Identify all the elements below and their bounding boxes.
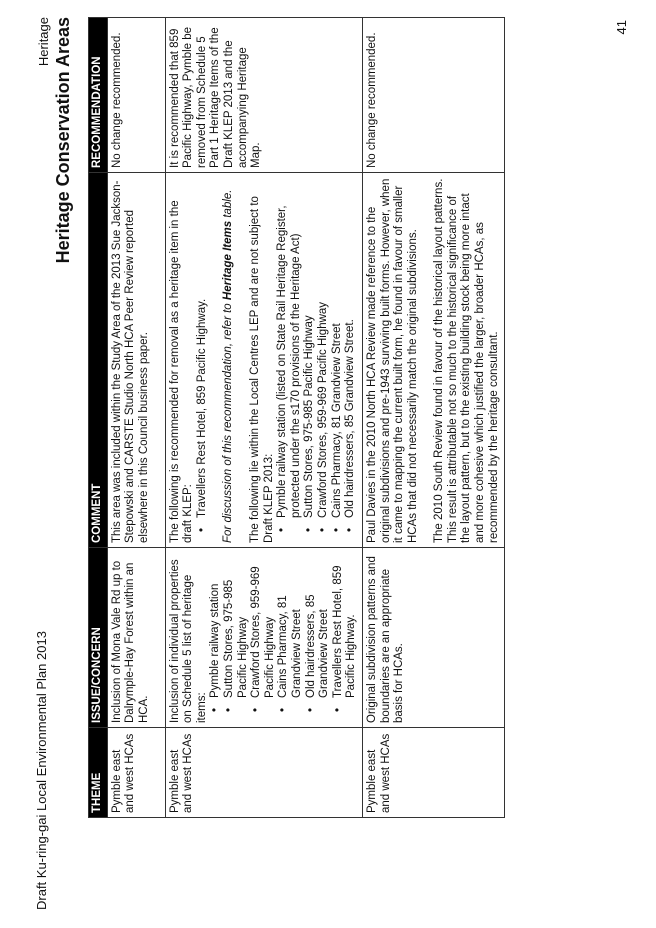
theme-cell: Pymble east and west HCAs <box>107 728 165 818</box>
list-item: • Old hairdressers, 85 Grandview Street. <box>344 177 358 518</box>
list-item: • Pymble railway station <box>209 552 223 698</box>
recommendation-cell: It is recommended that 859 Pacific Highway, Pymble be removed from Schedule 5 Part 1 Heritage Items of the Draft KLEP 2013 and the accompanying Heritage Map. <box>165 18 362 173</box>
heritage-table <box>88 17 505 818</box>
list-item: • Crawford Stores, 959-969 Pacific Highway <box>317 177 331 518</box>
comment-intro-2: The following lie within the Local Centres LEP and are not subject to Draft KLEP 2013: <box>248 196 275 543</box>
table-header-row <box>89 18 108 818</box>
list-item: • Cains Pharmacy, 81 Grandview Street <box>331 177 345 518</box>
theme-cell: Pymble east and west HCAs <box>165 728 362 818</box>
note-emphasis: Heritage Items <box>222 220 235 301</box>
comment-cell <box>165 173 362 548</box>
column-header-comment: COMMENT <box>89 173 108 548</box>
list-item: • Old hairdressers, 85 Grandview Street <box>305 552 332 698</box>
recommendation-cell: No change recommended. <box>107 18 165 173</box>
table-row <box>362 18 504 818</box>
comment-paragraph: The 2010 South Review found in favour of the historical layout patterns. This result is attributable not so much to the historical significance of the layout pattern, but to the existing building stock being more intact and more cohesive which justified the larger, broader HCAs, as recommended by the heritage consultant. <box>433 178 500 543</box>
column-header-theme: THEME <box>89 728 108 818</box>
column-header-issue: ISSUE/CONCERN <box>89 548 108 728</box>
list-item: • Sutton Stores, 975-985 Pacific Highway <box>303 177 317 518</box>
issue-list <box>209 552 359 723</box>
table-row <box>165 18 362 818</box>
section-label: Heritage <box>36 17 51 67</box>
note-text-end: table. <box>222 189 235 221</box>
issue-cell: Original subdivision patterns and boundaries are an appropriate basis for HCAs. <box>362 548 504 728</box>
issue-intro: Inclusion of individual properties on Schedule 5 list of heritage items: <box>168 559 208 723</box>
theme-cell: Pymble east and west HCAs <box>362 728 504 818</box>
comment-paragraph: Paul Davies in the 2010 North HCA Review made reference to the original subdivisions and pre-1943 surviving built forms. However, when it came to mapping the current built form, he found in favour of smaller HCAs that did not necessarily match the original subdivisions. <box>365 178 419 543</box>
list-item: • Sutton Stores, 975-985 Pacific Highway <box>223 552 250 698</box>
list-item: • Crawford Stores, 959-969 Pacific Highway <box>250 552 277 698</box>
note-text: For discussion of this recommendation, refer to <box>222 300 235 543</box>
list-item: • Travellers Rest Hotel, 859 Pacific Highway. <box>332 552 359 698</box>
issue-cell <box>165 548 362 728</box>
document-title: Draft Ku-ring-gai Local Environmental Plan 2013 <box>34 631 49 910</box>
page-number: 41 <box>614 20 629 35</box>
comment-cell: This area was included within the Study Area of the 2013 Sue Jackson-Stepowski and CARSTE Studio North HCA Peer Review reported elsewhere in this Council business paper. <box>107 173 165 548</box>
list-item: • Travellers Rest Hotel, 859 Pacific Highway. <box>196 177 210 518</box>
table-row <box>107 18 165 818</box>
comment-list-2 <box>276 177 358 543</box>
column-header-recommendation: RECOMMENDATION <box>89 18 108 173</box>
comment-intro: The following is recommended for removal as a heritage item in the draft KLEP: <box>168 200 195 543</box>
comment-note <box>222 177 236 543</box>
page-title: Heritage Conservation Areas <box>53 17 73 264</box>
comment-cell <box>362 173 504 548</box>
recommendation-cell: No change recommended. <box>362 18 504 173</box>
issue-cell: Inclusion of Mona Vale Rd up to Dalrymple-Hay Forest within an HCA. <box>107 548 165 728</box>
list-item: • Pymble railway station (listed on State Rail Heritage Register, protected under the s170 provisions of the Heritage Act) <box>276 177 303 518</box>
list-item: • Cains Pharmacy, 81 Grandview Street <box>277 552 304 698</box>
comment-list <box>196 177 210 543</box>
